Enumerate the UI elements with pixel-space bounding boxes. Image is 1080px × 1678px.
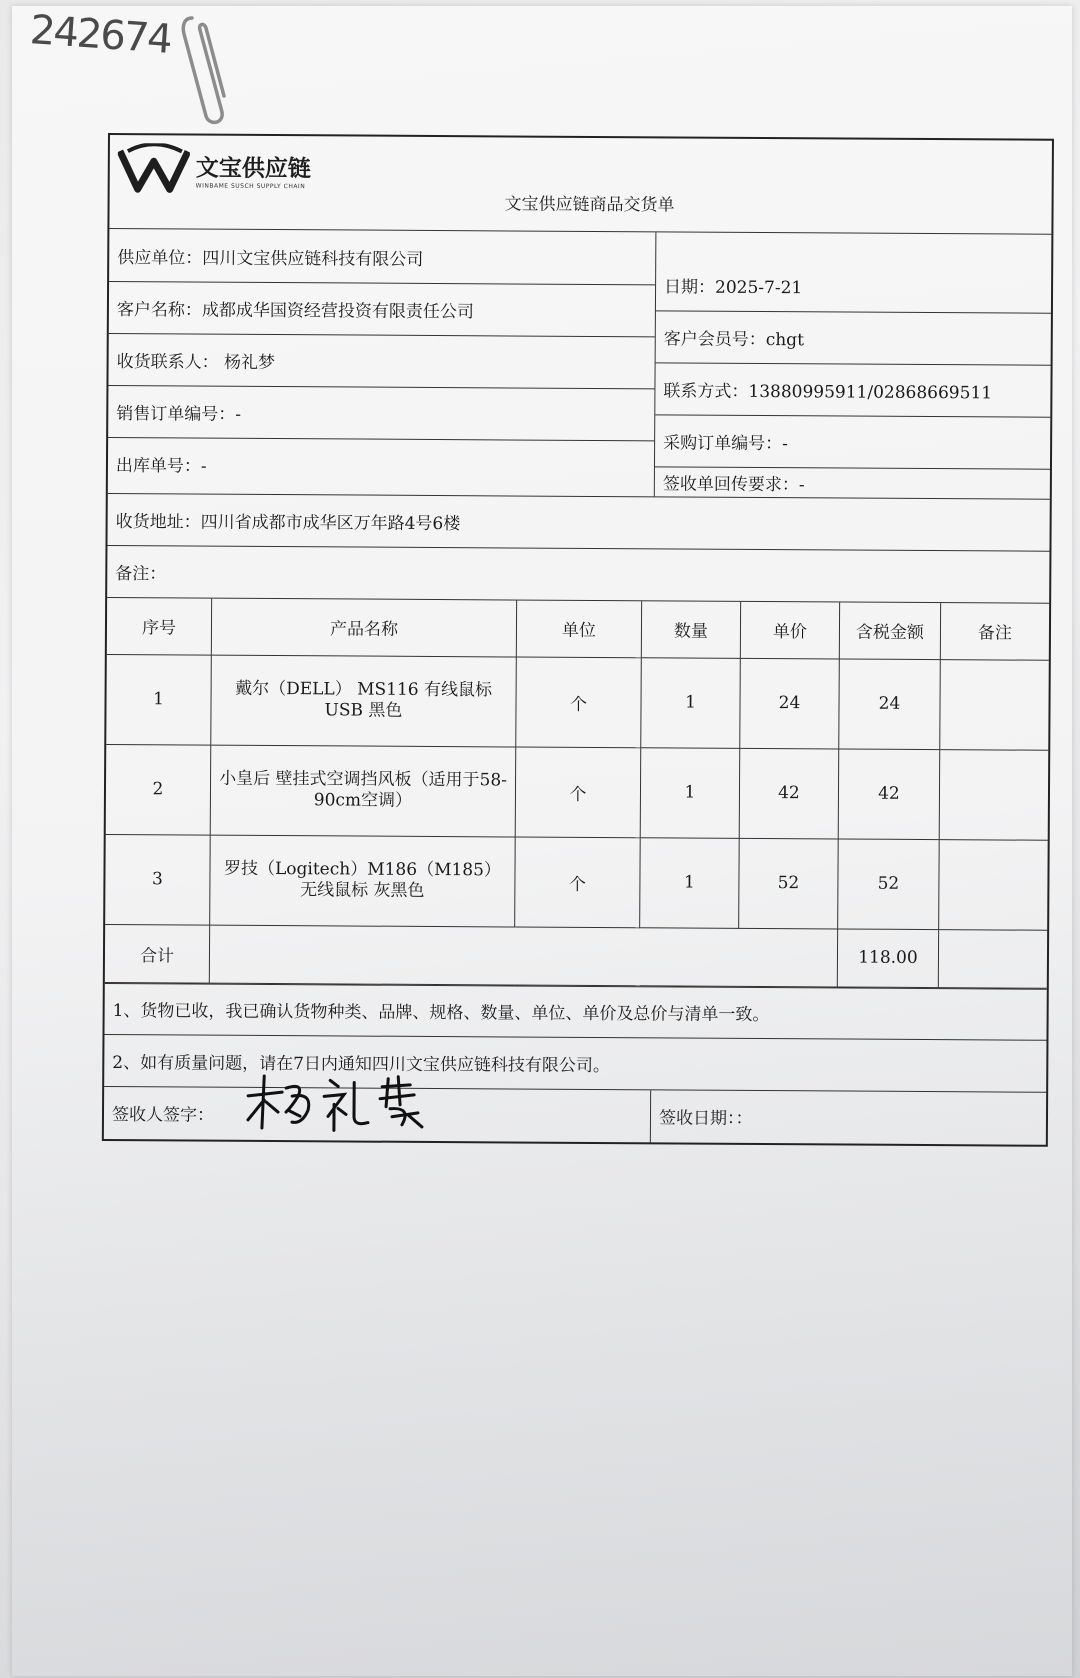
signature-label: 签收人签字： (111, 1105, 215, 1126)
receipt-requirement-field: 签收单回传要求：- (655, 466, 1050, 498)
col-header-note: 备注 (940, 603, 1049, 660)
table-row (105, 834, 1048, 930)
row-unit: 个 (516, 657, 642, 748)
info-left-column (108, 229, 657, 496)
row-amount: 24 (839, 658, 941, 749)
contact-person-field: 收货联系人： 杨礼梦 (108, 333, 654, 388)
customer-field: 客户名称：成都成华国资经营投资有限责任公司 (109, 281, 655, 336)
form-header (109, 135, 1052, 235)
handwritten-signature (242, 1065, 442, 1136)
date-field: 日期：2025-7-21 (664, 276, 803, 298)
col-header-price: 单价 (740, 602, 839, 659)
handwritten-number: 242674 (28, 7, 173, 63)
member-no-field: 客户会员号：chgt (656, 310, 1051, 364)
row-qty: 1 (641, 657, 741, 748)
outbound-no-field: 出库单号：- (108, 437, 654, 492)
sign-date-cell (651, 1090, 1046, 1144)
row-unit: 个 (515, 837, 641, 928)
logo-mark-icon (118, 143, 190, 195)
row-price: 42 (739, 748, 839, 839)
info-block (108, 229, 1052, 500)
row-note (939, 839, 1048, 930)
row-note (939, 749, 1048, 840)
table-row (106, 654, 1049, 750)
row-qty: 1 (640, 747, 740, 838)
col-header-unit: 单位 (516, 601, 641, 658)
col-header-qty: 数量 (641, 601, 740, 658)
sign-date-label: 签收日期：： (658, 1108, 753, 1129)
address-field: 收货地址：四川省成都市成华区万年路4号6楼 (107, 494, 1049, 552)
note-line-2: 2、如有质量问题，请在7日内通知四川文宝供应链科技有限公司。 (104, 1034, 1046, 1092)
row-product-name: 小皇后 壁挂式空调挡风板（适用于58-90cm空调） (210, 745, 516, 837)
total-spacer (209, 925, 837, 987)
items-table (105, 598, 1049, 988)
contact-phone-field: 联系方式：13880995911/02868669511 (655, 362, 1050, 416)
row-price: 52 (739, 838, 839, 929)
col-header-amount: 含税金额 (839, 602, 940, 659)
row-amount: 52 (838, 838, 940, 929)
paperclip-icon (178, 8, 238, 128)
row-qty: 1 (640, 837, 740, 928)
logo-subtitle: WINBAME SUSCH SUPPLY CHAIN (195, 182, 306, 191)
table-header-row (107, 598, 1049, 660)
total-note (938, 929, 1047, 988)
row-no: 1 (106, 654, 211, 745)
purchase-order-field: 采购订单编号：- (655, 414, 1050, 468)
row-product-name: 戴尔（DELL） MS116 有线鼠标 USB 黑色 (211, 655, 517, 747)
row-no: 3 (105, 834, 210, 925)
signature-cell (104, 1086, 651, 1141)
row-no: 2 (106, 744, 211, 835)
company-logo (118, 143, 311, 196)
note-line-1: 1、货物已收，我已确认货物种类、品牌、规格、数量、单位、单价及总价与清单一致。 (104, 982, 1046, 1040)
row-note (940, 659, 1049, 750)
signature-area (104, 1086, 1046, 1144)
delivery-form (102, 133, 1054, 1146)
info-right-column (655, 232, 1052, 498)
col-header-no: 序号 (107, 598, 212, 655)
remarks-field: 备注： (107, 546, 1049, 604)
col-header-name: 产品名称 (211, 599, 516, 657)
total-row (105, 924, 1047, 988)
document-title: 文宝供应链商品交货单 (504, 194, 675, 216)
logo-name: 文宝供应链 (195, 155, 311, 183)
supplier-field: 供应单位：四川文宝供应链科技有限公司 (117, 247, 424, 270)
row-unit: 个 (515, 747, 641, 838)
row-amount: 42 (838, 748, 940, 839)
sales-order-field: 销售订单编号：- (108, 385, 654, 440)
row-product-name: 罗技（Logitech）M186（M185） 无线鼠标 灰黑色 (210, 835, 516, 927)
total-amount: 118.00 (837, 928, 938, 987)
row-price: 24 (740, 658, 840, 749)
table-row (106, 744, 1049, 840)
total-label: 合计 (105, 924, 210, 983)
